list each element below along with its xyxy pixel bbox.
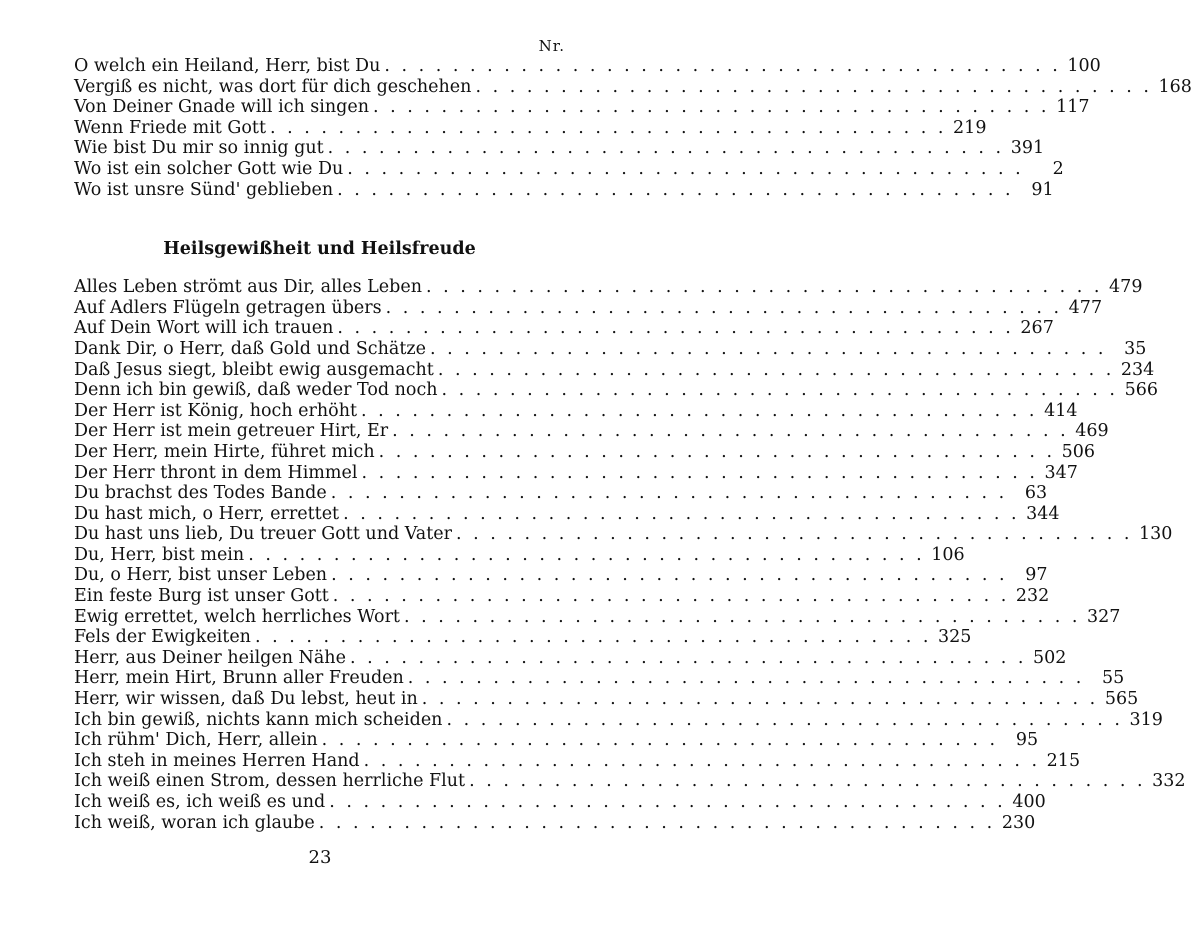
index-entry — [74, 565, 1048, 586]
entry-title: Wo ist ein solcher Gott wie Du — [74, 158, 344, 179]
index-entry — [74, 277, 1143, 298]
leader-dots — [475, 77, 1151, 98]
first-index-list — [74, 56, 1192, 200]
entry-title: Ich weiß, woran ich glaube — [74, 812, 315, 833]
entry-number: 565 — [1104, 689, 1139, 710]
leader-dots — [333, 586, 1009, 607]
leader-dots — [426, 277, 1102, 298]
index-entry — [74, 421, 1109, 442]
entry-title: Denn ich bin gewiß, daß weder Tod noch — [74, 380, 438, 401]
leader-dots — [422, 689, 1098, 710]
entry-title: Von Deiner Gnade will ich singen — [74, 97, 369, 118]
entry-title: Fels der Ewigkeiten — [74, 627, 251, 648]
leader-dots — [350, 648, 1026, 669]
entry-number: 168 — [1158, 76, 1192, 97]
leader-dots — [442, 380, 1118, 401]
entry-number: 91 — [1031, 179, 1054, 200]
leader-dots — [379, 442, 1055, 463]
second-index-list — [74, 277, 1186, 833]
entry-title: Herr, aus Deiner heilgen Nähe — [74, 647, 346, 668]
leader-dots — [404, 607, 1080, 628]
entry-number: 2 — [1052, 158, 1064, 179]
leader-dots — [446, 710, 1122, 731]
entry-number: 63 — [1024, 483, 1048, 504]
index-entry — [74, 297, 1103, 319]
leader-dots — [343, 504, 1019, 525]
entry-title: Daß Jesus siegt, bleibt ewig ausgemacht — [74, 359, 434, 380]
entry-number: 506 — [1061, 441, 1096, 462]
index-entry — [74, 117, 987, 139]
entry-number: 469 — [1075, 421, 1109, 442]
entry-title: Du brachst des Todes Bande — [74, 483, 327, 504]
entry-number: 414 — [1044, 400, 1078, 421]
leader-dots — [373, 97, 1049, 118]
entry-title: O welch ein Heiland, Herr, bist Du — [74, 56, 381, 76]
entry-title: Ich weiß es, ich weiß es und — [74, 792, 326, 812]
entry-title: Du, Herr, bist mein — [74, 544, 245, 565]
index-entry — [74, 483, 1048, 504]
entry-title: Wo ist unsre Sünd' geblieben — [74, 179, 334, 200]
entry-title: Du hast mich, o Herr, errettet — [74, 503, 340, 524]
entry-title: Der Herr ist König, hoch erhöht — [74, 400, 358, 421]
entry-number: 130 — [1139, 524, 1173, 545]
index-entry — [74, 138, 1045, 159]
leader-dots — [364, 751, 1040, 772]
entry-title: Wie bist Du mir so innig gut — [74, 138, 324, 159]
index-entry — [74, 318, 1054, 339]
leader-dots — [361, 401, 1037, 422]
leader-dots — [319, 813, 995, 834]
entry-number: 391 — [1010, 138, 1045, 159]
entry-number: 332 — [1152, 771, 1186, 792]
entry-title: Auf Adlers Flügeln getragen übers — [74, 297, 382, 318]
entry-number: 325 — [938, 627, 972, 648]
entry-title: Ich weiß einen Strom, dessen herrliche Flut — [74, 771, 466, 792]
entry-number: 479 — [1109, 277, 1143, 298]
leader-dots — [322, 730, 998, 751]
index-entry — [74, 462, 1078, 484]
entry-title: Der Herr thront in dem Himmel — [74, 462, 358, 483]
entry-number: 502 — [1033, 647, 1067, 668]
leader-dots — [329, 792, 1005, 813]
leader-dots — [331, 483, 1007, 504]
index-entry — [74, 524, 1173, 545]
entry-title: Ich rühm' Dich, Herr, allein — [74, 730, 318, 751]
entry-title: Vergiß es nicht, was dort für dich geschehen — [74, 76, 472, 97]
entry-number: 117 — [1056, 97, 1090, 118]
index-entry — [74, 771, 1186, 792]
index-entry — [74, 689, 1139, 710]
index-entry — [74, 359, 1155, 381]
entry-number: 35 — [1124, 338, 1147, 359]
index-entry — [74, 586, 1050, 607]
index-entry — [74, 668, 1125, 689]
entry-number: 566 — [1124, 380, 1158, 401]
leader-dots — [386, 298, 1062, 319]
leader-dots — [337, 180, 1013, 201]
entry-title: Der Herr, mein Hirte, führet mich — [74, 441, 375, 462]
entry-number: 232 — [1015, 586, 1050, 607]
entry-number: 55 — [1101, 668, 1125, 689]
entry-title: Ein feste Burg ist unser Gott — [74, 586, 329, 607]
entry-title: Wenn Friede mit Gott — [74, 117, 266, 138]
index-entry — [74, 97, 1090, 118]
leader-dots — [456, 524, 1132, 545]
entry-title: Dank Dir, o Herr, daß Gold und Schätze — [74, 338, 426, 359]
entry-number: 230 — [1001, 812, 1036, 833]
entry-number: 344 — [1026, 503, 1060, 524]
entry-title: Der Herr ist mein getreuer Hirt, Er — [74, 421, 389, 442]
entry-title: Du hast uns lieb, Du treuer Gott und Vater — [74, 524, 452, 545]
index-entry — [74, 812, 1036, 834]
entry-number: 267 — [1020, 318, 1054, 339]
entry-number: 234 — [1120, 359, 1155, 380]
leader-dots — [328, 138, 1004, 159]
entry-number: 95 — [1015, 730, 1039, 751]
entry-title: Ewig errettet, welch herrliches Wort — [74, 606, 400, 627]
number-column-header: Nr. — [538, 37, 565, 55]
entry-number: 97 — [1025, 565, 1048, 586]
index-page — [74, 36, 1192, 833]
leader-dots — [337, 318, 1013, 339]
leader-dots — [430, 339, 1106, 360]
entry-number: 106 — [931, 544, 965, 565]
leader-dots — [438, 360, 1114, 381]
entry-title: Auf Dein Wort will ich trauen — [74, 318, 334, 339]
leader-dots — [392, 421, 1068, 442]
entry-number: 215 — [1046, 750, 1081, 771]
index-entry — [74, 730, 1039, 751]
entry-title: Herr, wir wissen, daß Du lebst, heut in — [74, 689, 418, 710]
entry-number: 400 — [1012, 792, 1046, 812]
index-entry — [74, 503, 1060, 525]
leader-dots — [248, 545, 924, 566]
leader-dots — [255, 627, 931, 648]
index-entry — [74, 606, 1121, 628]
entry-number: 477 — [1068, 297, 1103, 318]
index-entry — [74, 400, 1078, 422]
leader-dots — [347, 159, 1023, 180]
entry-title: Ich bin gewiß, nichts kann mich scheiden — [74, 709, 443, 730]
index-entry — [74, 158, 1064, 180]
index-entry — [74, 544, 965, 566]
index-entry — [74, 56, 1101, 77]
entry-number: 219 — [953, 117, 987, 138]
leader-dots — [331, 565, 1007, 586]
entry-number: 327 — [1087, 606, 1121, 627]
entry-number: 100 — [1067, 56, 1101, 76]
section-heading: Heilsgewißheit und Heilsfreude — [163, 239, 476, 260]
page-number: 23 — [308, 847, 332, 868]
index-entry — [74, 709, 1163, 731]
index-entry — [74, 627, 972, 648]
leader-dots — [384, 56, 1060, 77]
leader-dots — [408, 668, 1084, 689]
entry-title: Ich steh in meines Herren Hand — [74, 750, 360, 771]
index-entry — [74, 792, 1046, 813]
leader-dots — [361, 463, 1037, 484]
index-entry — [74, 179, 1054, 201]
entry-number: 347 — [1044, 462, 1078, 483]
entry-title: Herr, mein Hirt, Brunn aller Freuden — [74, 668, 404, 689]
entry-number: 319 — [1129, 709, 1163, 730]
leader-dots — [270, 118, 946, 139]
index-entry — [74, 647, 1067, 669]
index-entry — [74, 441, 1096, 463]
index-entry — [74, 76, 1192, 98]
index-entry — [74, 380, 1158, 401]
entry-title: Du, o Herr, bist unser Leben — [74, 565, 328, 586]
index-entry — [74, 750, 1081, 772]
entry-title: Alles Leben strömt aus Dir, alles Leben — [74, 277, 422, 298]
leader-dots — [469, 771, 1145, 792]
index-entry — [74, 338, 1147, 360]
